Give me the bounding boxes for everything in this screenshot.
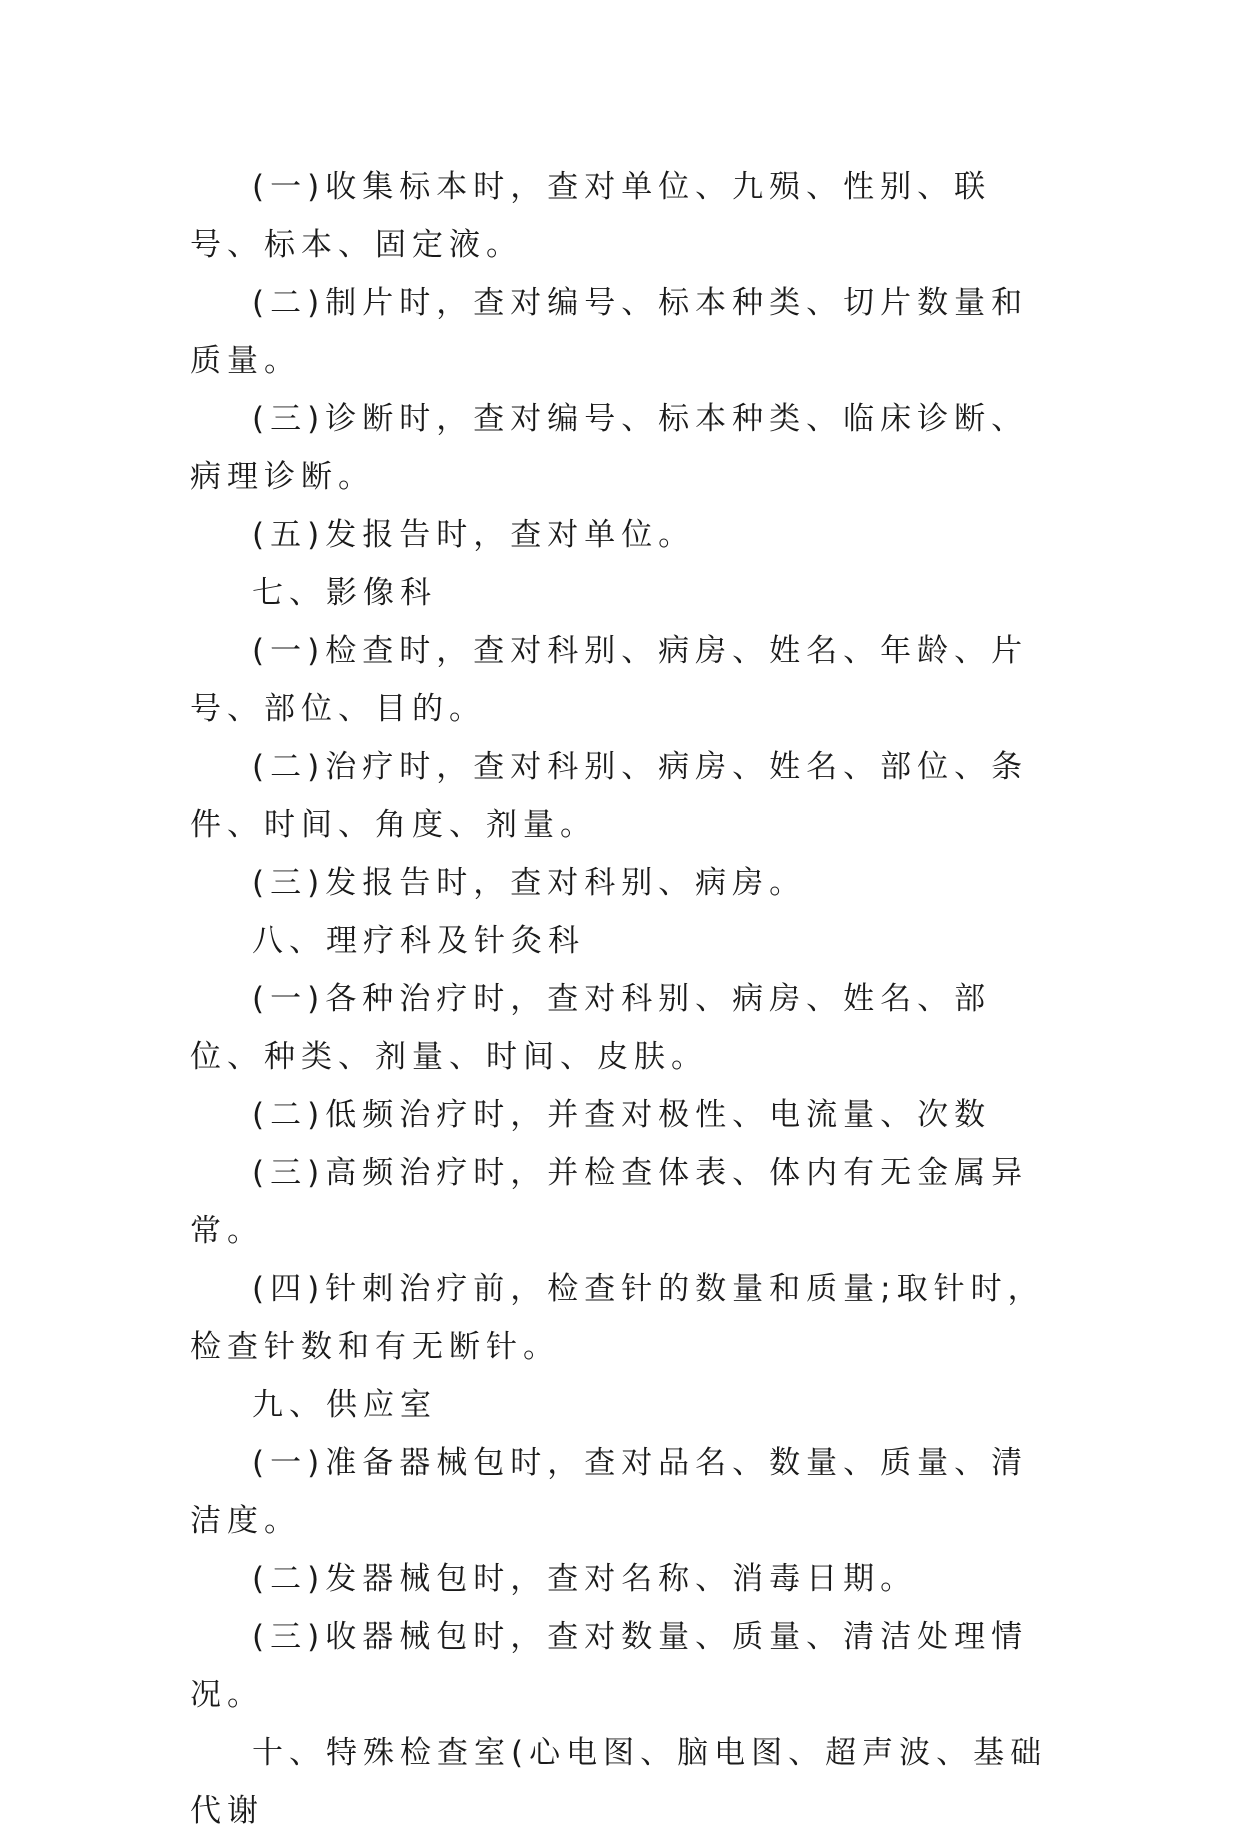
paragraph-imaging-treatment: (二)治疗时，查对科别、病房、姓名、部位、条件、时间、角度、剂量。 bbox=[190, 749, 1029, 843]
paragraph-physio-high-frequency: (三)高频治疗时，并检查体表、体内有无金属异常。 bbox=[190, 1155, 1029, 1249]
section-heading-special-exam: 十、特殊检查室(心电图、脑电图、超声波、基础代谢 bbox=[190, 1735, 1048, 1829]
section-heading-imaging: 七、影像科 bbox=[252, 575, 437, 611]
paragraph-imaging-exam: (一)检查时，查对科别、病房、姓名、年龄、片号、部位、目的。 bbox=[190, 633, 1029, 727]
section-heading-supply-room: 九、供应室 bbox=[252, 1387, 437, 1423]
paragraph-acupuncture: (四)针刺治疗前，检查针的数量和质量;取针时，检查针数和有无断针。 bbox=[190, 1271, 1045, 1365]
paragraph-supply-prepare: (一)准备器械包时，查对品名、数量、质量、清洁度。 bbox=[190, 1445, 1029, 1539]
paragraph-supply-dispatch: (二)发器械包时，查对名称、消毒日期。 bbox=[252, 1561, 918, 1597]
paragraph-pathology-collect: (一)收集标本时，查对单位、九殒、性别、联号、标本、固定液。 bbox=[190, 169, 992, 263]
paragraph-physio-treatment: (一)各种治疗时，查对科别、病房、姓名、部位、种类、剂量、时间、皮肤。 bbox=[190, 981, 992, 1075]
paragraph-imaging-report: (三)发报告时，查对科别、病房。 bbox=[252, 865, 807, 901]
paragraph-pathology-diagnosis: (三)诊断时，查对编号、标本种类、临床诊断、病理诊断。 bbox=[190, 401, 1029, 495]
paragraph-supply-receive: (三)收器械包时，查对数量、质量、清洁处理情况。 bbox=[190, 1619, 1029, 1713]
paragraph-pathology-report: (五)发报告时，查对单位。 bbox=[252, 517, 696, 553]
section-heading-physiotherapy: 八、理疗科及针灸科 bbox=[252, 923, 585, 959]
paragraph-pathology-slide: (二)制片时，查对编号、标本种类、切片数量和质量。 bbox=[190, 285, 1029, 379]
paragraph-physio-low-frequency: (二)低频治疗时，并查对极性、电流量、次数 bbox=[252, 1097, 992, 1133]
document-body bbox=[190, 158, 1060, 1840]
